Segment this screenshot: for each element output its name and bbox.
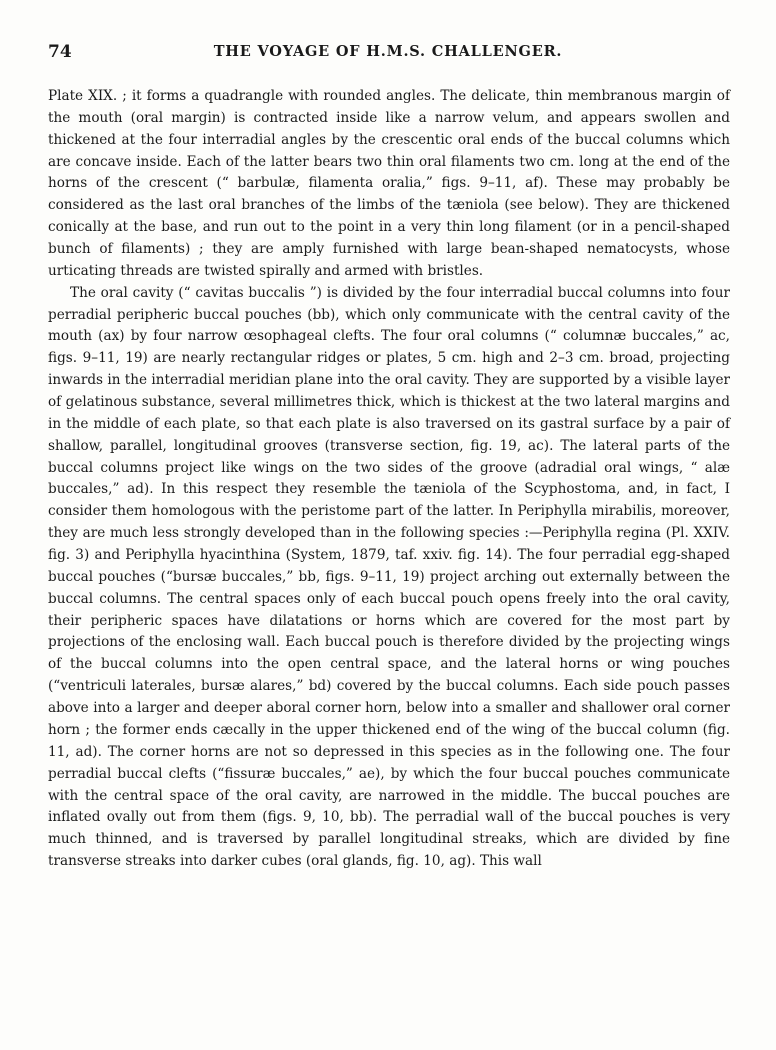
paragraph-1: Plate XIX. ; it forms a quadrangle with rounded angles. The delicate, thin membranous margin of the mouth (oral margin) is contracted inside like a narrow velum, and appears swollen and thickened at the four interradial angles by the crescentic oral ends of the buccal columns which are concave inside. Each of the latter bears two thin oral filaments two cm. long at the end of the horns of the crescent (“ barbulæ, filamenta oralia,” figs. 9–11, af). These may probably be considered as the last oral branches of the limbs of the tæniola (see below). They are thickened conically at the base, and run out to the point in a very thin long filament (or in a pencil-shaped bunch of filaments) ; they are amply furnished with large bean-shaped nematocysts, whose urticating threads are twisted spirally and armed with bristles. (48, 88, 730, 279)
running-head: THE VOYAGE OF H.M.S. CHALLENGER. (213, 43, 563, 60)
paragraph-2: The oral cavity (“ cavitas buccalis ”) is divided by the four interradial buccal columns into four perradial peripheric buccal pouches (bb), which only communicate with the central cavity of the mouth (ax) by four narrow œsophageal clefts. The four oral columns (“ columnæ buccales,” ac, figs. 9–11, 19) are nearly rectangular ridges or plates, 5 cm. high and 2–3 cm. broad, projecting inwards in the interradial meridian plane into the oral cavity. They are supported by a visible layer of gelatinous substance, several millimetres thick, which is thickest at the two lateral margins and in the middle of each plate, so that each plate is also traversed on its gastral surface by a pair of shallow, parallel, longitudinal grooves (transverse section, fig. 19, ac). The lateral parts of the buccal columns project like wings on the two sides of the groove (adradial oral wings, “ alæ buccales,” ad). In this respect they resemble the tæniola of the Scyphostoma, and, in fact, I consider them homologous with the peristome part of the latter. In Periphylla mirabilis, moreover, they are much less strongly developed than in the following species :—Periphylla regina (Pl. XXIV. fig. 3) and Periphylla hyacinthina (System, 1879, taf. xxiv. fig. 14). The four perradial egg-shaped buccal pouches (“bursæ buccales,” bb, figs. 9–11, 19) project arching out externally between the buccal columns. The central spaces only of each buccal pouch opens freely into the oral cavity, their peripheric spaces have dilatations or horns which are covered for the most part by projections of the enclosing wall. Each buccal pouch is therefore divided by the projecting wings of the buccal columns into the open central space, and the lateral horns or wing pouches (“ventriculi laterales, bursæ alares,” bd) covered by the buccal columns. Each side pouch passes above into a larger and deeper aboral corner horn, below into a smaller and shallower oral corner horn ; the former ends cæcally in the upper thickened end of the wing of the buccal column (fig. 11, ad). The corner horns are not so depressed in this species as in the following one. The four perradial buccal clefts (“fissuræ buccales,” ae), by which the four buccal pouches communicate with the central space of the oral cavity, are narrowed in the middle. The buccal pouches are inflated ovally out from them (figs. 9, 10, bb). The perradial wall of the buccal pouches is very much thinned, and is traversed by parallel longitudinal streaks, which are divided by fine transverse streaks into darker cubes (oral glands, fig. 10, ag). This wall (48, 284, 730, 870)
page-header (48, 42, 728, 66)
page-number: 74 (48, 42, 72, 62)
body-text (48, 86, 730, 1006)
